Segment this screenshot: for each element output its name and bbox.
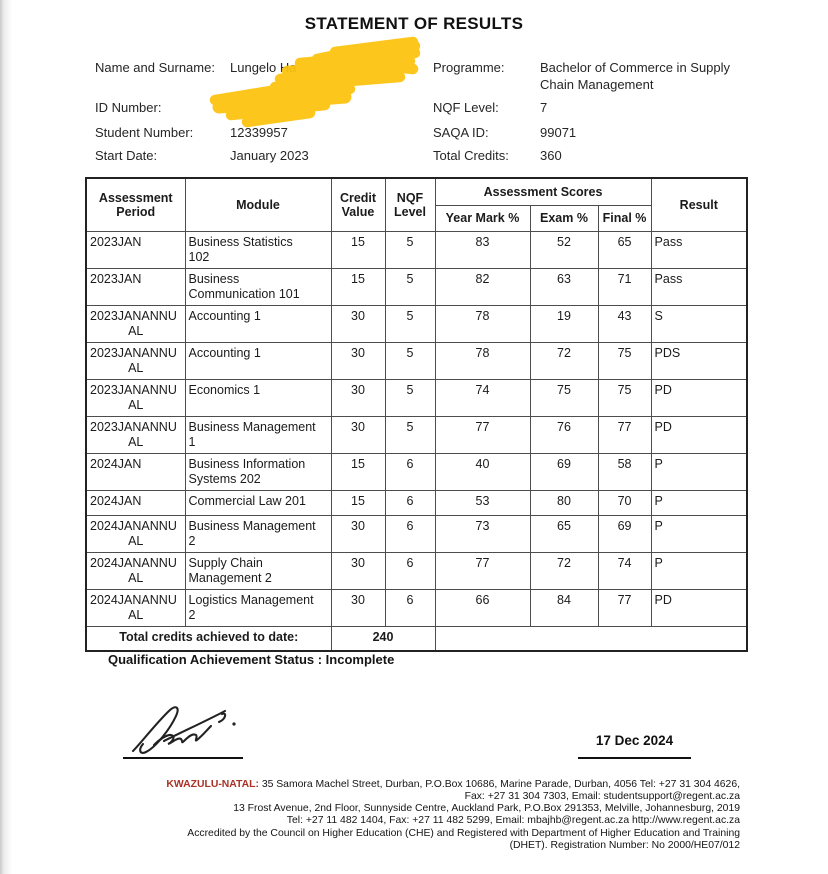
total-credits-label: Total Credits: [433, 148, 509, 163]
cell-assessment-period: 2024JANANNU AL [86, 515, 185, 552]
cell-module: Business Management 1 [185, 416, 331, 453]
cell-year-mark: 77 [435, 552, 530, 589]
student-number-label: Student Number: [95, 125, 194, 140]
cell-final: 58 [598, 453, 651, 490]
cell-module: Business Management 2 [185, 515, 331, 552]
qualification-status: Qualification Achievement Status : Incomplete [108, 652, 395, 667]
cell-assessment-period: 2023JANANNU AL [86, 379, 185, 416]
cell-nqf-level: 5 [385, 416, 435, 453]
cell-assessment-period: 2023JANANNU AL [86, 416, 185, 453]
table-row [86, 268, 747, 305]
cell-result: PDS [651, 342, 747, 379]
issue-date: 17 Dec 2024 [595, 733, 674, 748]
nqf-level-label: NQF Level: [433, 100, 499, 115]
footer-line-address-1 [90, 779, 740, 791]
cell-exam: 76 [530, 416, 598, 453]
table-row [86, 231, 747, 268]
cell-exam: 72 [530, 342, 598, 379]
start-date-value: January 2023 [230, 148, 309, 163]
cell-credit-value: 30 [331, 552, 385, 589]
programme-label: Programme: [433, 60, 505, 75]
cell-nqf-level: 6 [385, 490, 435, 515]
footer-line-registration: (DHET). Registration Number: No 2000/HE07/012 [509, 839, 740, 851]
letterhead-footer [90, 779, 740, 852]
footer-line-tel-web: Tel: +27 11 482 1404, Fax: +27 11 482 5299, Email: mbajhb@regent.ac.za http://www.regent.ac.za [286, 815, 740, 827]
table-header-row-1 [86, 178, 747, 205]
cell-final: 74 [598, 552, 651, 589]
cell-result: P [651, 490, 747, 515]
header-year-mark: Year Mark % [435, 205, 530, 231]
cell-final: 75 [598, 342, 651, 379]
cell-assessment-period: 2024JANANNU AL [86, 552, 185, 589]
cell-result: P [651, 453, 747, 490]
cell-module: Economics 1 [185, 379, 331, 416]
cell-final: 43 [598, 305, 651, 342]
cell-assessment-period: 2023JAN [86, 231, 185, 268]
cell-credit-value: 15 [331, 231, 385, 268]
cell-year-mark: 53 [435, 490, 530, 515]
signature-underline [123, 757, 243, 759]
cell-result: P [651, 552, 747, 589]
cell-credit-value: 30 [331, 342, 385, 379]
cell-result: PD [651, 589, 747, 626]
header-final: Final % [598, 205, 651, 231]
header-assessment-period: Assessment Period [86, 178, 185, 231]
nqf-level-value: 7 [540, 100, 548, 115]
cell-module: Supply Chain Management 2 [185, 552, 331, 589]
cell-credit-value: 15 [331, 268, 385, 305]
footer-address-1-text: 35 Samora Machel Street, Durban, P.O.Box 10686, Marine Parade, Durban, 4056 Tel: +27 31 304 4626, [261, 779, 740, 790]
id-label: ID Number: [95, 100, 162, 115]
cell-credit-value: 30 [331, 305, 385, 342]
header-result: Result [651, 178, 747, 231]
cell-module: Logistics Management 2 [185, 589, 331, 626]
cell-year-mark: 83 [435, 231, 530, 268]
table-row [86, 342, 747, 379]
name-label: Name and Surname: [95, 60, 215, 75]
footer-region-label: KWAZULU-NATAL: [166, 779, 259, 790]
cell-year-mark: 40 [435, 453, 530, 490]
table-row [86, 379, 747, 416]
cell-module: Business Statistics 102 [185, 231, 331, 268]
cell-final: 69 [598, 515, 651, 552]
cell-module: Accounting 1 [185, 305, 331, 342]
cell-year-mark: 74 [435, 379, 530, 416]
cell-year-mark: 82 [435, 268, 530, 305]
table-row [86, 589, 747, 626]
cell-exam: 63 [530, 268, 598, 305]
cell-final: 71 [598, 268, 651, 305]
cell-final: 65 [598, 231, 651, 268]
start-date-label: Start Date: [95, 148, 158, 163]
total-row-spacer [435, 626, 747, 651]
cell-module: Business Communication 101 [185, 268, 331, 305]
cell-year-mark: 77 [435, 416, 530, 453]
results-table [85, 177, 748, 652]
cell-assessment-period: 2023JANANNU AL [86, 305, 185, 342]
cell-nqf-level: 6 [385, 589, 435, 626]
cell-nqf-level: 5 [385, 231, 435, 268]
table-row [86, 490, 747, 515]
cell-result: S [651, 305, 747, 342]
cell-assessment-period: 2024JANANNU AL [86, 589, 185, 626]
cell-exam: 65 [530, 515, 598, 552]
cell-credit-value: 30 [331, 416, 385, 453]
cell-nqf-level: 6 [385, 453, 435, 490]
header-exam: Exam % [530, 205, 598, 231]
name-value: Lungelo Ha [230, 60, 297, 75]
cell-credit-value: 30 [331, 379, 385, 416]
cell-exam: 52 [530, 231, 598, 268]
footer-line-accreditation: Accredited by the Council on Higher Education (CHE) and Registered with Department of Higher Education and Training [187, 827, 740, 839]
cell-result: PD [651, 379, 747, 416]
header-nqf-level: NQF Level [385, 178, 435, 231]
cell-final: 77 [598, 416, 651, 453]
header-credit-value: Credit Value [331, 178, 385, 231]
cell-nqf-level: 5 [385, 268, 435, 305]
cell-result: P [651, 515, 747, 552]
programme-value: Bachelor of Commerce in Supply Chain Management [540, 60, 731, 92]
saqa-id-label: SAQA ID: [433, 125, 489, 140]
cell-exam: 80 [530, 490, 598, 515]
total-credits-to-date-label: Total credits achieved to date: [86, 626, 331, 651]
cell-nqf-level: 6 [385, 515, 435, 552]
cell-result: PD [651, 416, 747, 453]
cell-assessment-period: 2023JAN [86, 268, 185, 305]
cell-credit-value: 30 [331, 589, 385, 626]
cell-final: 75 [598, 379, 651, 416]
cell-assessment-period: 2024JAN [86, 490, 185, 515]
table-row [86, 453, 747, 490]
cell-year-mark: 78 [435, 342, 530, 379]
cell-result: Pass [651, 231, 747, 268]
cell-module: Accounting 1 [185, 342, 331, 379]
table-row [86, 416, 747, 453]
cell-nqf-level: 5 [385, 379, 435, 416]
cell-exam: 69 [530, 453, 598, 490]
cell-year-mark: 78 [435, 305, 530, 342]
results-table-body [86, 231, 747, 626]
header-module: Module [185, 178, 331, 231]
cell-final: 77 [598, 589, 651, 626]
cell-nqf-level: 5 [385, 305, 435, 342]
cell-nqf-level: 5 [385, 342, 435, 379]
table-row [86, 305, 747, 342]
page-title: STATEMENT OF RESULTS [304, 14, 524, 33]
cell-result: Pass [651, 268, 747, 305]
cell-exam: 72 [530, 552, 598, 589]
footer-line-fax-email: Fax: +27 31 304 7303, Email: studentsupport@regent.ac.za [464, 791, 740, 803]
saqa-id-value: 99071 [540, 125, 577, 140]
student-number-value: 12339957 [230, 125, 288, 140]
redaction-highlight-scribble [205, 32, 435, 132]
signature-mark [126, 700, 244, 758]
cell-assessment-period: 2024JAN [86, 453, 185, 490]
cell-year-mark: 73 [435, 515, 530, 552]
cell-assessment-period: 2023JANANNU AL [86, 342, 185, 379]
table-row [86, 515, 747, 552]
cell-year-mark: 66 [435, 589, 530, 626]
cell-credit-value: 15 [331, 453, 385, 490]
cell-nqf-level: 6 [385, 552, 435, 589]
header-assessment-scores: Assessment Scores [435, 178, 651, 205]
cell-exam: 84 [530, 589, 598, 626]
cell-exam: 19 [530, 305, 598, 342]
total-credits-row [86, 626, 747, 651]
date-underline [578, 757, 691, 759]
cell-credit-value: 30 [331, 515, 385, 552]
cell-module: Business Information Systems 202 [185, 453, 331, 490]
photo-edge-shading [0, 0, 12, 874]
table-row [86, 552, 747, 589]
cell-module: Commercial Law 201 [185, 490, 331, 515]
total-credits-value: 360 [540, 148, 562, 163]
cell-credit-value: 15 [331, 490, 385, 515]
total-credits-to-date-value: 240 [331, 626, 435, 651]
footer-line-address-2: 13 Frost Avenue, 2nd Floor, Sunnyside Centre, Auckland Park, P.O.Box 291353, Melville, Johannesburg, 2019 [233, 803, 740, 815]
cell-exam: 75 [530, 379, 598, 416]
cell-final: 70 [598, 490, 651, 515]
